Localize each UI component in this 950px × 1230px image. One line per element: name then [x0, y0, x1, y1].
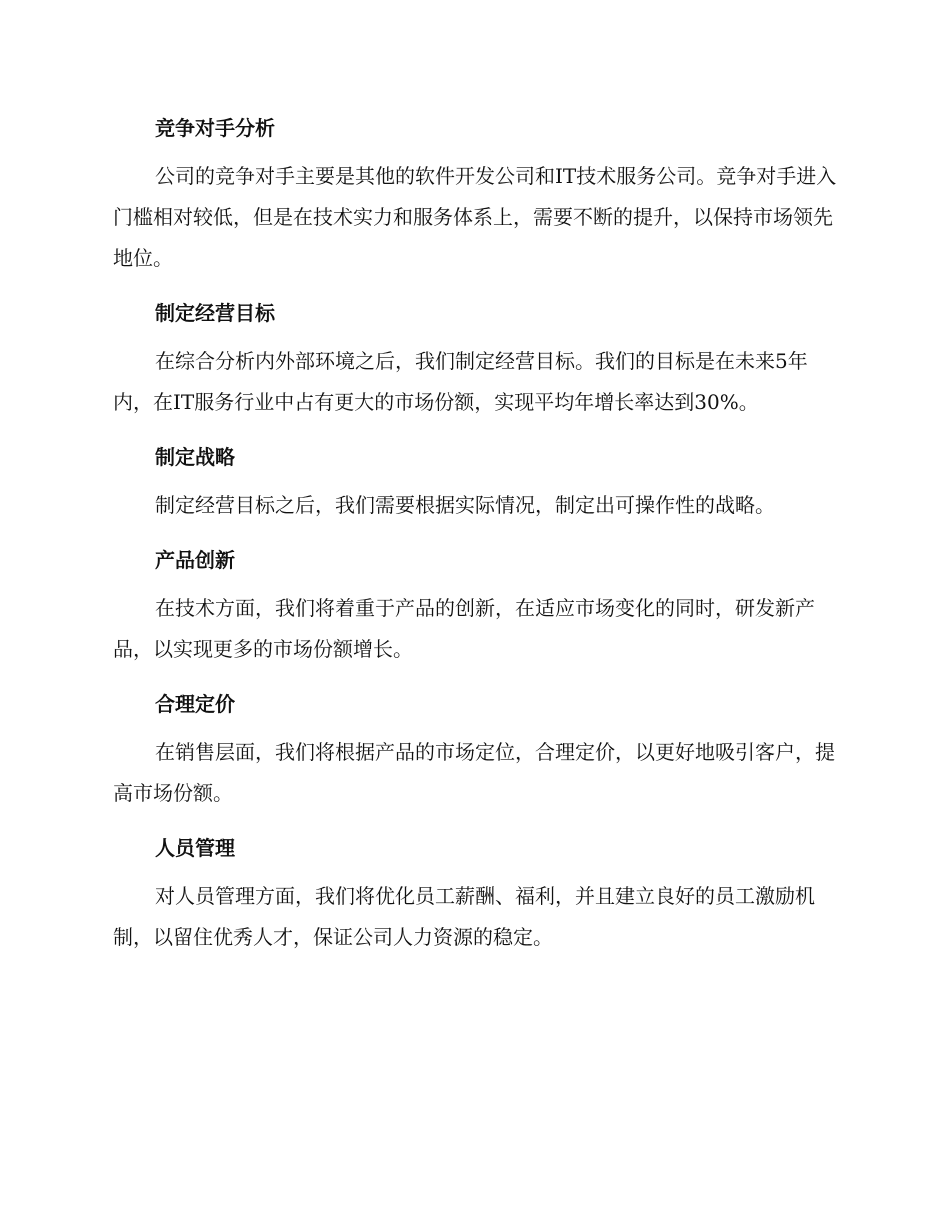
section-personnel-management	[113, 828, 837, 958]
section-heading: 合理定价	[155, 692, 235, 716]
section-strategy	[113, 437, 837, 526]
section-pricing	[113, 684, 837, 814]
document-body	[113, 108, 837, 972]
section-heading: 制定战略	[155, 445, 235, 469]
section-heading: 产品创新	[155, 548, 235, 572]
section-paragraph: 公司的竞争对手主要是其他的软件开发公司和IT技术服务公司。竞争对手进入门槛相对较低，但是在技术实力和服务体系上，需要不断的提升，以保持市场领先地位。	[113, 164, 837, 270]
section-heading: 竞争对手分析	[155, 116, 275, 140]
section-heading: 制定经营目标	[155, 301, 275, 325]
section-paragraph: 制定经营目标之后，我们需要根据实际情况，制定出可操作性的战略。	[155, 493, 775, 517]
section-paragraph: 在销售层面，我们将根据产品的市场定位，合理定价，以更好地吸引客户，提高市场份额。	[113, 740, 835, 805]
section-paragraph: 对人员管理方面，我们将优化员工薪酬、福利，并且建立良好的员工激励机制，以留住优秀人才，保证公司人力资源的稳定。	[113, 884, 815, 949]
section-business-goals	[113, 293, 837, 423]
section-competitor-analysis	[113, 108, 837, 279]
section-paragraph: 在技术方面，我们将着重于产品的创新，在适应市场变化的同时，研发新产品，以实现更多的市场份额增长。	[113, 596, 815, 661]
section-paragraph: 在综合分析内外部环境之后，我们制定经营目标。我们的目标是在未来5年内，在IT服务行业中占有更大的市场份额，实现平均年增长率达到30%。	[113, 349, 808, 414]
section-heading: 人员管理	[155, 836, 235, 860]
section-product-innovation	[113, 540, 837, 670]
